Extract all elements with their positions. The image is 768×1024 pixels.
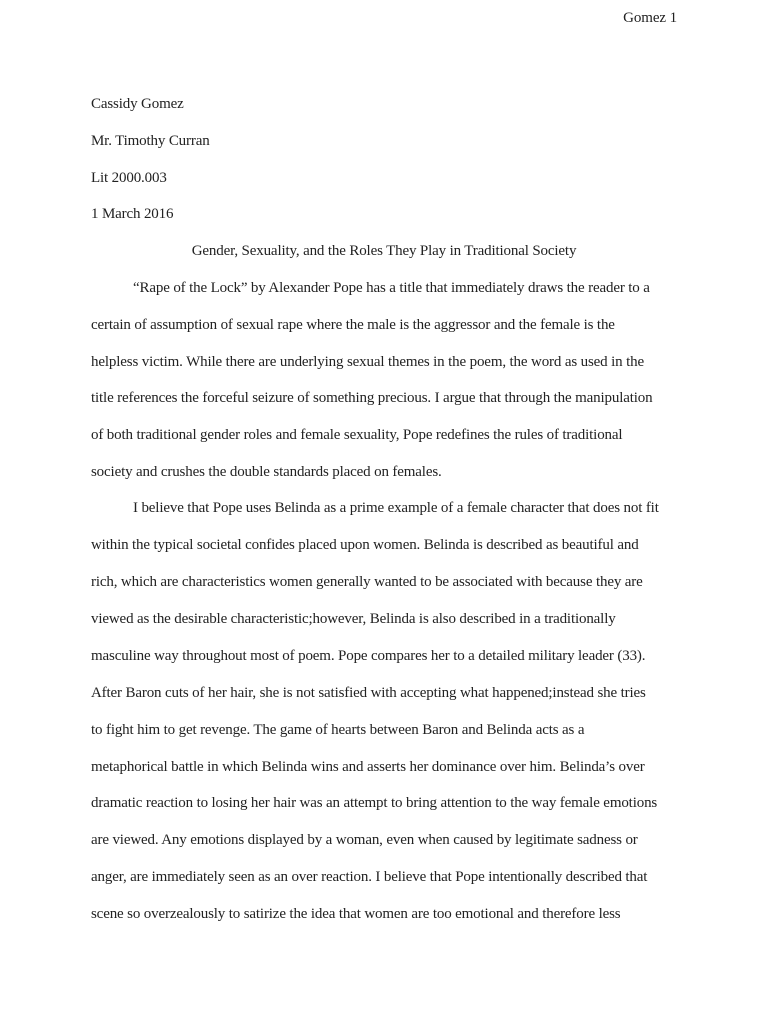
body-line: are viewed. Any emotions displayed by a woman, even when caused by legitimate sadness or [91, 832, 638, 848]
body-line: certain of assumption of sexual rape where the male is the aggressor and the female is the [91, 317, 615, 333]
body-line: within the typical societal confides placed upon women. Belinda is described as beautiful and [91, 537, 639, 553]
body-line: “Rape of the Lock” by Alexander Pope has a title that immediately draws the reader to a [133, 280, 650, 296]
body-line: After Baron cuts of her hair, she is not satisfied with accepting what happened;instead she tries [91, 685, 646, 701]
instructor-name: Mr. Timothy Curran [91, 133, 210, 149]
body-line: viewed as the desirable characteristic;however, Belinda is also described in a traditionally [91, 611, 616, 627]
essay-title: Gender, Sexuality, and the Roles They Play in Traditional Society [191, 243, 577, 259]
body-line: of both traditional gender roles and female sexuality, Pope redefines the rules of traditional [91, 427, 623, 443]
body-line: scene so overzealously to satirize the idea that women are too emotional and therefore less [91, 906, 621, 922]
body-line: to fight him to get revenge. The game of hearts between Baron and Belinda acts as a [91, 722, 585, 738]
body-line: rich, which are characteristics women generally wanted to be associated with because they are [91, 574, 643, 590]
course-code: Lit 2000.003 [91, 170, 167, 186]
body-line: helpless victim. While there are underlying sexual themes in the poem, the word as used in the [91, 354, 644, 370]
body-line: I believe that Pope uses Belinda as a prime example of a female character that does not fit [133, 500, 659, 516]
body-line: title references the forceful seizure of something precious. I argue that through the manipulation [91, 390, 653, 406]
running-header: Gomez 1 [623, 10, 677, 26]
student-name: Cassidy Gomez [91, 96, 184, 112]
body-line: dramatic reaction to losing her hair was an attempt to bring attention to the way female emotions [91, 795, 658, 811]
essay-date: 1 March 2016 [91, 206, 174, 222]
body-line: metaphorical battle in which Belinda wins and asserts her dominance over him. Belinda’s over [91, 759, 645, 775]
body-line: society and crushes the double standards placed on females. [91, 464, 442, 480]
body-line: masculine way throughout most of poem. Pope compares her to a detailed military leader (33). [91, 648, 646, 664]
body-line: anger, are immediately seen as an over reaction. I believe that Pope intentionally described that [91, 869, 648, 885]
